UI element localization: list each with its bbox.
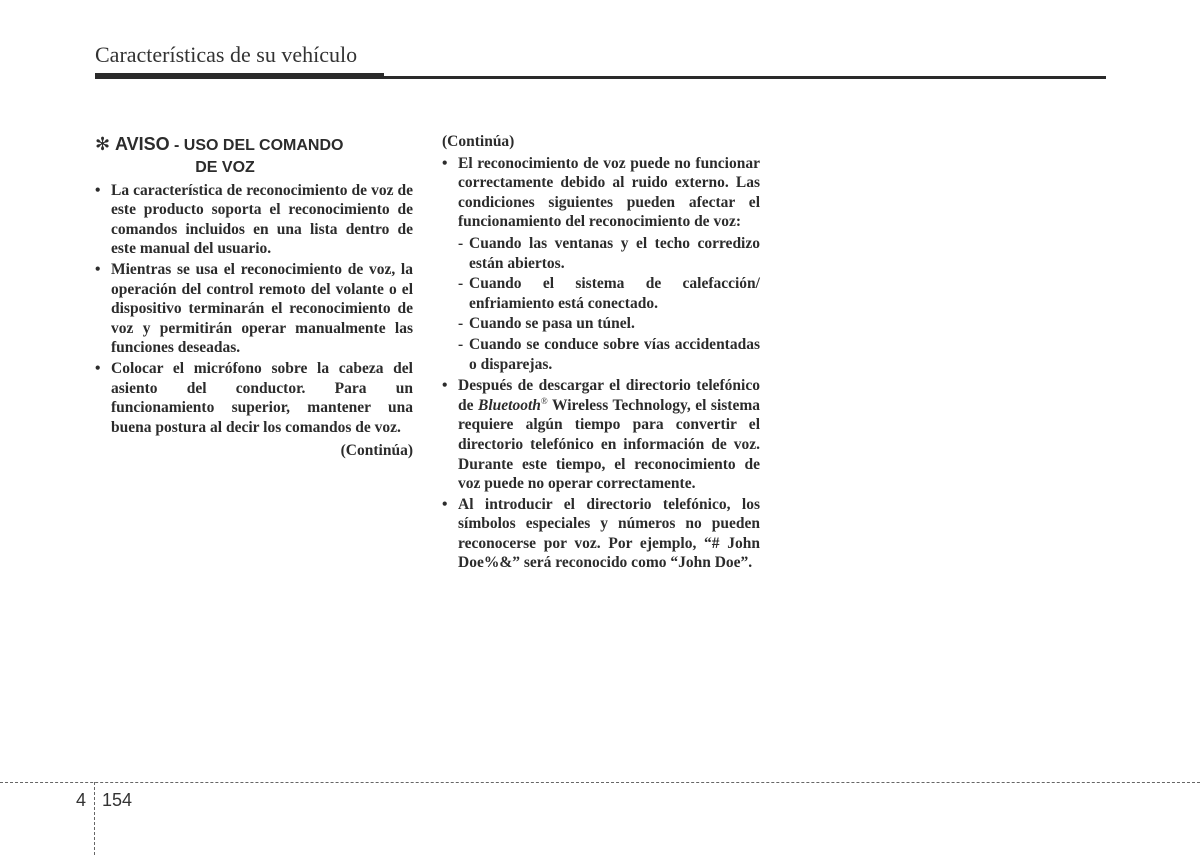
asterisk-icon: ✻ xyxy=(95,134,111,154)
notice-subtitle-line2: DE VOZ xyxy=(195,158,255,176)
page-header-title: Características de su vehículo xyxy=(95,42,358,67)
bluetooth-brand: Bluetooth xyxy=(478,396,541,414)
condition-item: - Cuando se conduce sobre vías accidentadas o disparejas. xyxy=(442,335,760,374)
right-column xyxy=(442,132,760,574)
condition-item: - Cuando se pasa un túnel. xyxy=(442,314,760,334)
list-item: • La característica de reconocimiento de voz de este producto soporta el reconocimiento de comandos incluidos en una lista dentro de este manual del usuario. xyxy=(95,181,413,259)
continued-heading: (Continúa) xyxy=(442,133,515,150)
notice-subtitle-line1: - USO DEL COMANDO xyxy=(174,137,344,154)
notice-title-text xyxy=(115,133,343,177)
condition-list xyxy=(442,234,760,374)
right-bullet-list xyxy=(442,154,760,573)
registered-mark: ® xyxy=(540,395,548,406)
left-bullet-list xyxy=(95,181,413,438)
list-item: • Mientras se usa el reconocimiento de voz, la operación del control remoto del volante o el dispositivo terminarán el reconocimiento de voz y permitirán operar manualmente las funciones deseadas. xyxy=(95,260,413,358)
page-number: 154 xyxy=(102,790,133,810)
footer-vertical-divider xyxy=(94,782,95,855)
noise-intro: El reconocimiento de voz puede no funcionar correctamente debido al ruido externo. Las condiciones siguientes pueden afectar el funcionamiento del reconocimiento de voz: xyxy=(458,154,760,231)
continued-note: (Continúa) xyxy=(340,442,413,460)
footer-divider xyxy=(0,782,1200,783)
list-item: • Colocar el micrófono sobre la cabeza del asiento del conductor. Para un funcionamiento superior, mantener una buena postura al decir los comandos de voz. xyxy=(95,359,413,437)
bluetooth-text-pre: Después de descargar el directorio telefónico de xyxy=(458,377,760,414)
list-item xyxy=(442,376,760,494)
condition-item: - Cuando el sistema de calefacción/ enfriamiento está conectado. xyxy=(442,274,760,313)
condition-item: - Cuando las ventanas y el techo corredizo están abiertos. xyxy=(442,234,760,273)
list-item xyxy=(442,154,760,375)
left-column xyxy=(95,131,413,461)
notice-title xyxy=(95,133,413,177)
chapter-number: 4 xyxy=(76,790,87,810)
bluetooth-text-post: Wireless Technology, el sistema requiere algún tiempo para convertir el directorio telefónico en información de voz. Durante este tiempo, el reconocimiento de voz puede no operar correctamente. xyxy=(458,396,760,493)
list-item: • Al introducir el directorio telefónico, los símbolos especiales y números no pueden reconocerse por voz. Por ejemplo, “# John Doe%&” será reconocido como “John Doe”. xyxy=(442,495,760,573)
notice-label: AVISO xyxy=(115,134,170,154)
header-rule xyxy=(95,76,1106,79)
